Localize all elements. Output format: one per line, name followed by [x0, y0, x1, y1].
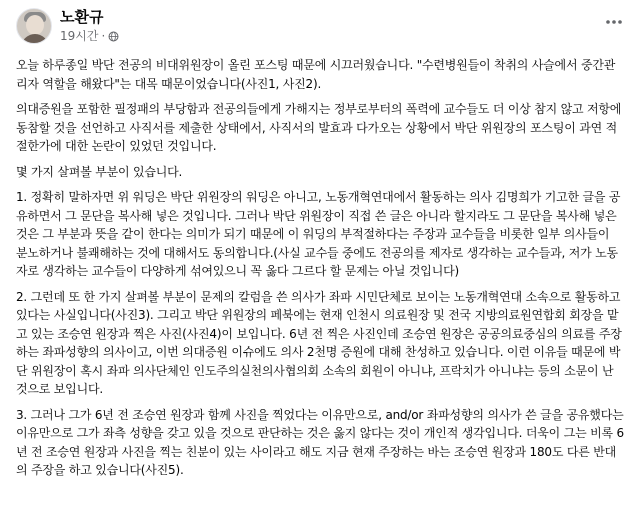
post-header [16, 8, 624, 48]
author-name[interactable]: 노환규 [60, 8, 104, 26]
paragraph-heading: 몇 가지 살펴볼 부분이 있습니다. [16, 164, 183, 179]
paragraph-point-1: 1. 정확히 말하자면 위 워딩은 박단 위원장의 워딩은 아니고, 노동개혁연대에서 활동하는 의사 김명희가 기고한 글을 공유하면서 그 문단을 복사해 넣은 것입니다. 그러나 박단 위원장이 직접 쓴 글은 아니라 할지라도 그 문단을 복사해 넣은 것은 그 부분과 뜻을 같이 한다는 의미가 되기 때문에 이 워딩의 부적절하다는 주장과 교수들을 비롯한 일부 의사들이 분노하거나 불쾌해하는 것에 대해서도 동의합니다.(사실 교수들 중에도 전공의를 제자로 생각하는 교수들과, 저가 노동자로 생각하는 교수들이 다양하게 섞여있으니 꼭 옳다 그르다 할 문제는 아닐 것입니다) [16, 190, 621, 278]
paragraph-point-3: 3. 그러나 그가 6년 전 조승연 원장과 함께 사진을 찍었다는 이유만으로, and/or 좌파성향의 의사가 쓴 글을 공유했다는 이유만으로 그가 좌측 성향을 갖고 있을 것으로 판단하는 것은 옳지 않다는 것이 개인적 생각입니다. 더욱이 그는 비록 6년 전 조승연 원장과 사진을 찍는 친분이 있는 사이라고 해도 지금 현재 주장하는 바는 조승연 원장과 180도 다른 반대의 주장을 하고 있습니다(사진5). [16, 407, 624, 477]
avatar-face [26, 15, 44, 35]
more-options-icon[interactable] [604, 12, 624, 32]
avatar-body [21, 34, 49, 44]
separator-dot: · [101, 29, 106, 43]
post-body [16, 56, 624, 480]
avatar[interactable] [16, 8, 52, 44]
paragraph-context: 의대증원을 포함한 필정패의 부당함과 전공의들에게 가해지는 정부로부터의 폭력에 교수들도 더 이상 참지 않고 저항에 동참할 것을 선언하고 사직서를 제출한 상태에서, 사직서의 발효과 다가오는 상황에서 박단 위원장의 포스팅이 과연 적절한가에 대한 논란이 있었던 것입니다. [16, 102, 622, 153]
post-time[interactable]: 19시간 [60, 29, 99, 43]
paragraph-intro: 오늘 하루종일 박단 전공의 비대위원장이 올린 포스팅 때문에 시끄러웠습니다. "수련병원들이 착취의 사슬에서 중간관리자 역할을 해왔다"는 대목 때문이었습니다(사진1, 사진2). [16, 58, 616, 91]
paragraph-point-2: 2. 그런데 또 한 가지 살펴볼 부분이 문제의 칼럼을 쓴 의사가 좌파 시민단체로 보이는 노동개혁연대 소속으로 활동하고 있다는 사실입니다(사진3). 그리고 박단 위원장의 페북에는 현재 인천시 의료원장 및 전국 지방의료원연합회 회장을 맡고 있는 조승연 원장과 찍은 사진(사진4)이 보입니다. 6년 전 찍은 사진인데 조승연 원장은 공공의료중심의 의료를 주장하는 좌파성향의 의사이고, 이번 의대증원 이슈에도 의사 2천명 증원에 대해 찬성하고 있습니다. 이런 이유들 때문에 박단 위원장이 혹시 좌파 의사단체인 인도주의실천의사협의회 소속의 회원이 아니냐, 프락치가 아니냐는 등의 소문이 난 것으로 보입니다. [16, 289, 622, 396]
post-subline [60, 28, 119, 44]
post-meta [60, 8, 119, 44]
globe-icon[interactable] [108, 31, 119, 42]
